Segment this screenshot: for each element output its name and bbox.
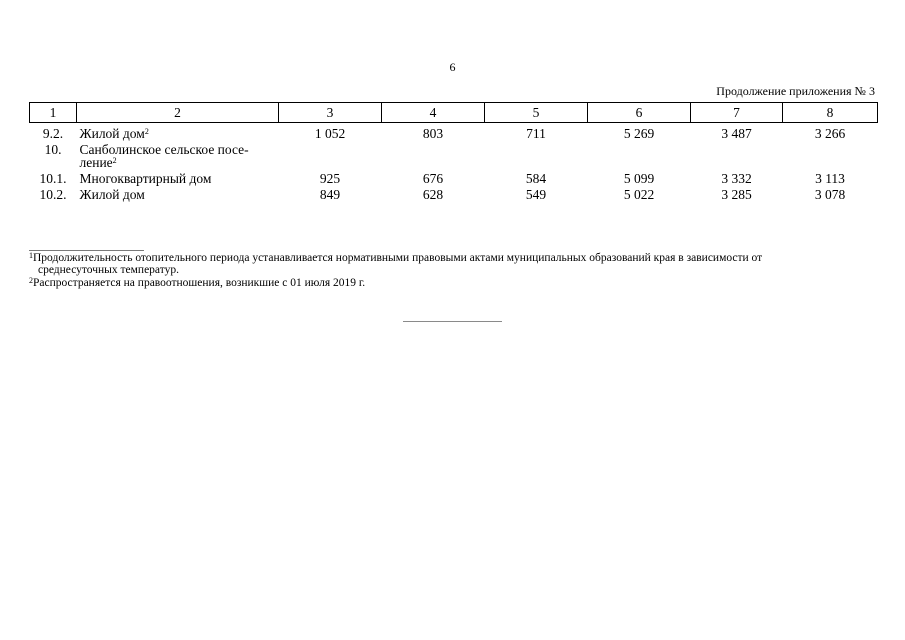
table-row [30,123,878,141]
value-cell: 3 266 [814,126,846,141]
footnote-separator [29,250,144,251]
end-separator [403,321,502,322]
header-cell: 1 [30,103,77,123]
value-cell: 1 052 [314,126,346,141]
footnote-1-continuation: среднесуточных температур. [38,264,179,276]
value-cell: 3 113 [815,171,845,186]
value-cell [485,140,588,169]
table-row [30,140,878,169]
row-name-text: Санболинское сельское посе- [79,142,249,157]
footnote-1 [29,252,877,264]
header-cell: 7 [691,103,783,123]
header-cell: 3 [279,103,382,123]
value-cell: 628 [422,187,444,202]
value-cell: 3 285 [721,187,752,202]
header-cell: 2 [77,103,279,123]
value-cell: 5 269 [623,126,655,141]
value-cell [691,140,783,169]
row-name-text: Многоквартирный дом [79,171,212,186]
footnote-mark: 2 [29,276,33,285]
header-cell: 6 [588,103,691,123]
continuation-title: Продолжение приложения № 3 [716,84,875,98]
table-row [30,169,878,185]
footnote-ref: 2 [144,127,149,136]
value-cell [783,140,878,169]
value-cell: 849 [319,187,341,202]
footnote-ref: 2 [112,156,117,165]
value-cell [588,140,691,169]
row-number: 10.1. [39,171,67,186]
value-cell: 803 [422,126,444,141]
row-name [77,123,279,141]
header-cell: 5 [485,103,588,123]
value-cell: 3 487 [721,126,752,141]
value-cell: 549 [525,187,547,202]
value-cell [382,140,485,169]
row-number: 9.2. [42,126,64,141]
row-name [77,140,279,169]
tariff-table [29,102,878,201]
row-name [77,185,279,201]
row-number: 10. [44,142,62,157]
header-cell: 4 [382,103,485,123]
row-name-continuation: ление [79,155,113,170]
value-cell: 925 [319,171,341,186]
value-cell: 676 [422,171,444,186]
footnote-text: Продолжительность отопительного периода устанавливается нормативными правовыми актами муниципальных образований края в зависимости от [33,252,763,264]
header-cell: 8 [783,103,878,123]
value-cell: 3 078 [814,187,846,202]
row-name-text: Жилой дом [79,126,145,141]
value-cell: 3 332 [721,171,752,186]
value-cell [279,140,382,169]
row-name [77,169,279,185]
page-number: 6 [449,60,456,74]
footnote-2 [29,277,877,289]
footnote-text: Распространяется на правоотношения, возникшие с 01 июля 2019 г. [33,277,366,289]
header-row [30,103,878,123]
table-row [30,185,878,201]
value-cell: 5 022 [623,187,655,202]
value-cell: 711 [526,126,546,141]
row-name-text: Жилой дом [79,187,145,202]
value-cell: 5 099 [623,171,655,186]
footnotes [29,252,877,289]
row-number: 10.2. [39,187,67,202]
value-cell: 584 [525,171,547,186]
footnote-mark: 1 [29,251,33,260]
